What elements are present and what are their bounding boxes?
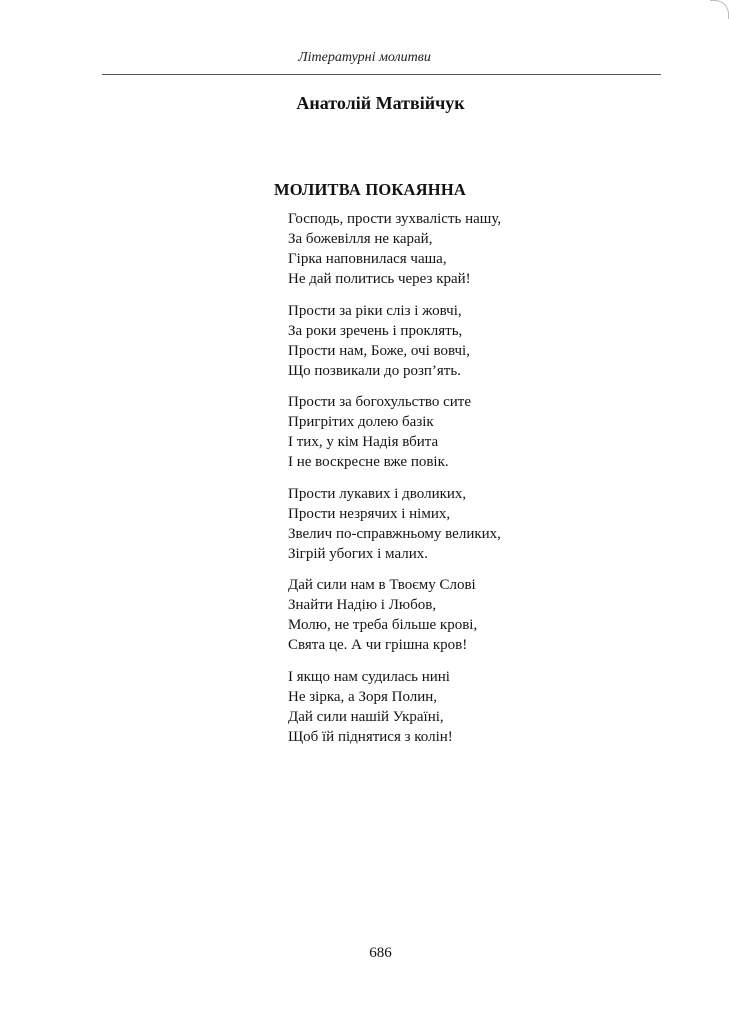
page-number: 686 <box>369 945 392 961</box>
poem-line: Прости лукавих і дволиких, <box>288 485 467 502</box>
page-corner-decoration <box>710 0 729 19</box>
stanza-5 <box>288 575 688 655</box>
poem-line: Свята це. А чи грішна кров! <box>288 637 468 653</box>
poem-line: Не дай политись через край! <box>288 271 471 287</box>
stanza-1 <box>288 209 688 289</box>
poem-line: Господь, прости зухвалість нашу, <box>288 211 502 227</box>
poem-line: Прости незрячих і німих, <box>288 505 451 522</box>
poem-line: Що позвикали до розп’ять. <box>288 362 461 379</box>
running-head: Літературні молитви <box>298 50 431 65</box>
poem-line: І якщо нам судилась нині <box>288 668 450 685</box>
poem-line: Дай сили нам в Твоєму Слові <box>288 577 476 593</box>
header-rule <box>102 74 661 75</box>
poem-line: Зігрій убогих і малих. <box>288 545 429 562</box>
poem-line: І не воскресне вже повік. <box>288 454 449 470</box>
stanza-4 <box>288 484 688 564</box>
poem-line: Гірка наповнилася чаша, <box>288 251 447 267</box>
poem-line: Знайти Надію і Любов, <box>288 597 437 613</box>
stanza-3 <box>288 392 688 472</box>
poem-title: МОЛИТВА ПОКАЯННА <box>274 180 466 199</box>
poem-line: Прости за богохульство сите <box>288 394 472 410</box>
poem-line: За роки зречень і проклять, <box>288 322 463 339</box>
author-name: Анатолій Матвійчук <box>296 93 465 113</box>
poem-line: Прости нам, Боже, очі вовчі, <box>288 342 470 359</box>
poem-line: Щоб їй піднятися з колін! <box>288 728 453 745</box>
poem-line: Звелич по-справжньому великих, <box>288 525 501 542</box>
poem-line: Молю, не треба більше крові, <box>288 617 478 633</box>
poem-line: Дай сили нашій Україні, <box>288 708 444 725</box>
poem-body <box>288 209 688 758</box>
stanza-2 <box>288 301 688 381</box>
poem-line: І тих, у кім Надія вбита <box>288 434 439 450</box>
poem-line: За божевілля не карай, <box>288 231 433 247</box>
poem-line: Прости за ріки сліз і жовчі, <box>288 302 462 319</box>
poem-line: Не зірка, а Зоря Полин, <box>288 688 438 705</box>
poem-line: Пригрітих долею базік <box>288 414 434 430</box>
stanza-6 <box>288 667 688 747</box>
